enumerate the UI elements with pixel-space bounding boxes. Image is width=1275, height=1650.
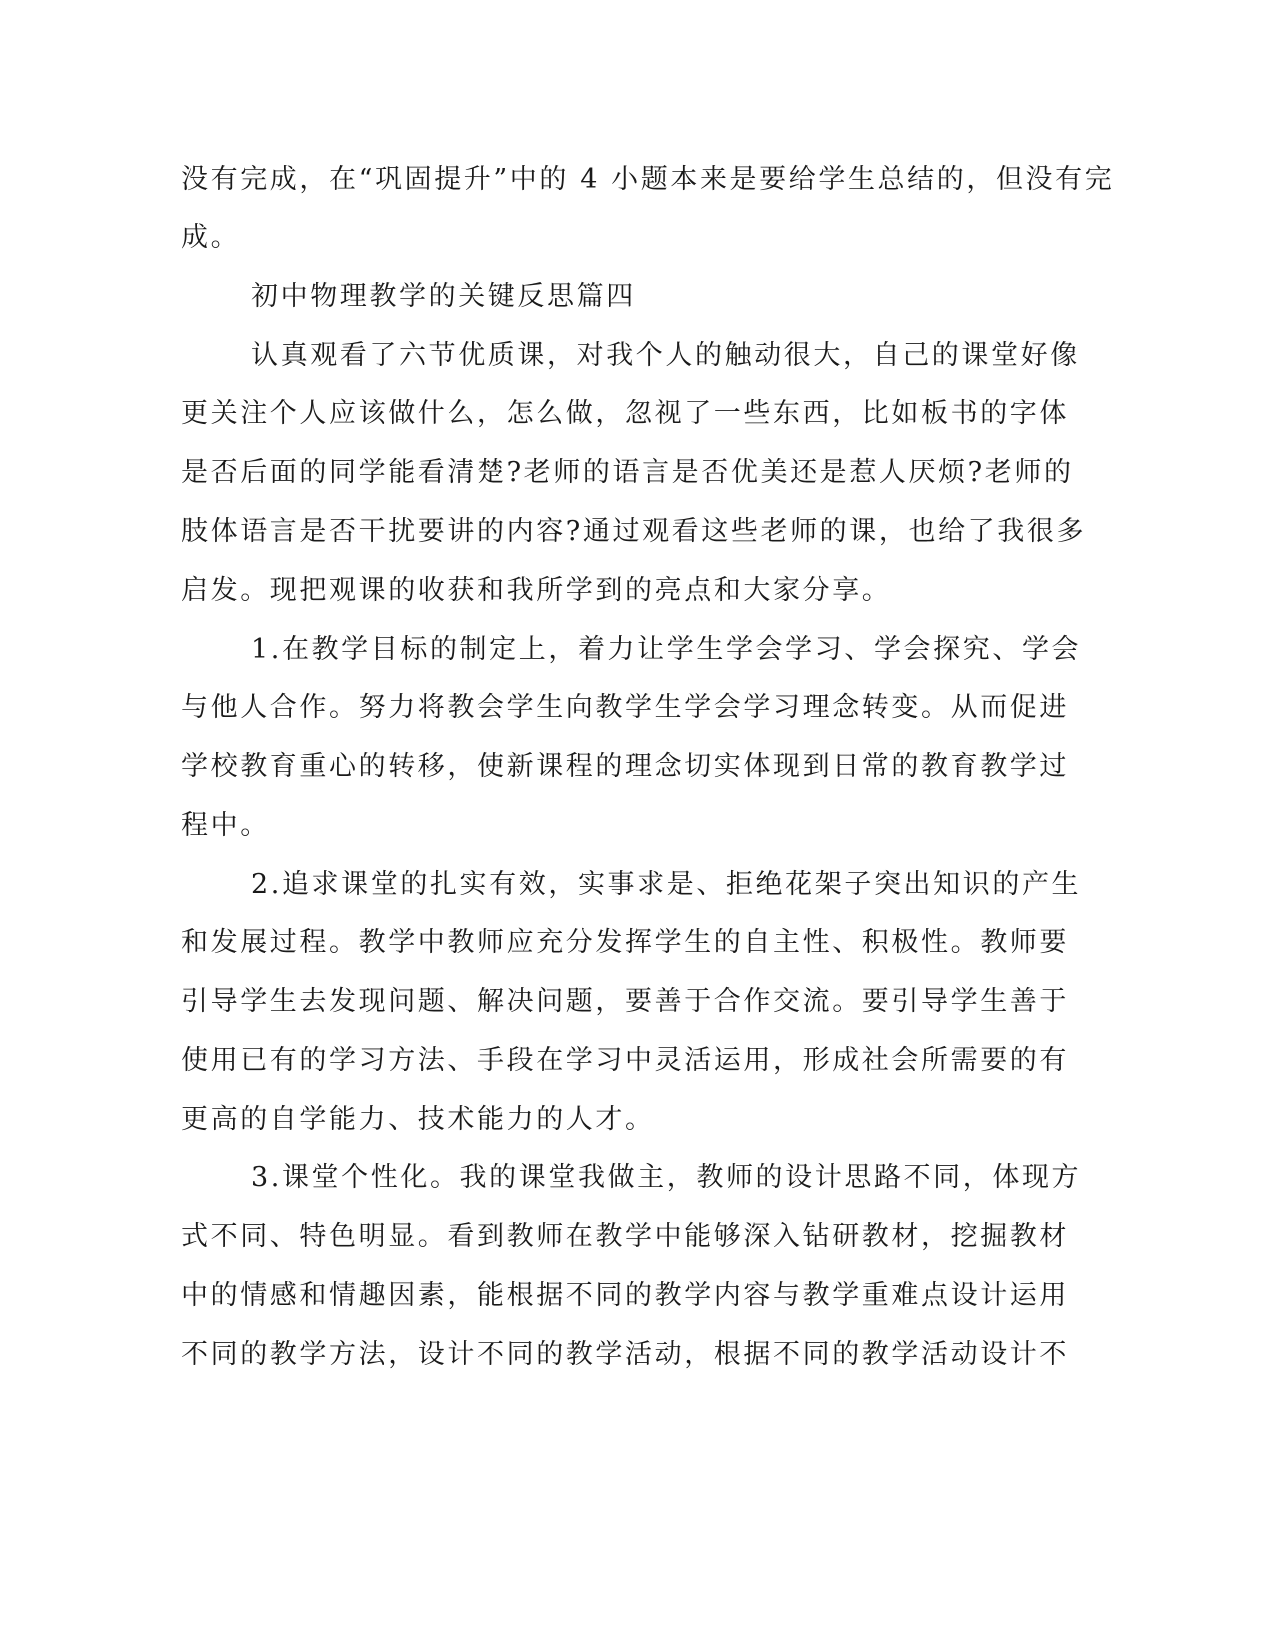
text-line: 不同的教学方法，设计不同的教学活动，根据不同的教学活动设计不	[181, 1339, 1069, 1370]
text-line: 2.追求课堂的扎实有效，实事求是、拒绝花架子突出知识的产生	[251, 869, 1082, 900]
text-line: 肢体语言是否干扰要讲的内容?通过观看这些老师的课，也给了我很多	[181, 516, 1087, 547]
text-line: 使用已有的学习方法、手段在学习中灵活运用，形成社会所需要的有	[181, 1045, 1069, 1076]
text-line: 更关注个人应该做什么，怎么做，忽视了一些东西，比如板书的字体	[181, 398, 1069, 429]
text-line: 启发。现把观课的收获和我所学到的亮点和大家分享。	[181, 575, 892, 606]
text-line: 没有完成，在“巩固提升”中的 4 小题本来是要给学生总结的，但没有完	[181, 164, 1115, 195]
section-heading: 初中物理教学的关键反思篇四	[251, 281, 636, 312]
text-line: 学校教育重心的转移，使新课程的理念切实体现到日常的教育教学过	[181, 751, 1069, 782]
text-line: 3.课堂个性化。我的课堂我做主，教师的设计思路不同，体现方	[251, 1162, 1082, 1193]
text-line: 认真观看了六节优质课，对我个人的触动很大，自己的课堂好像	[251, 340, 1080, 371]
text-line: 引导学生去发现问题、解决问题，要善于合作交流。要引导学生善于	[181, 986, 1069, 1017]
text-line: 程中。	[181, 810, 270, 841]
text-line: 和发展过程。教学中教师应充分发挥学生的自主性、积极性。教师要	[181, 927, 1069, 958]
text-line: 是否后面的同学能看清楚?老师的语言是否优美还是惹人厌烦?老师的	[181, 457, 1074, 488]
text-line: 与他人合作。努力将教会学生向教学生学会学习理念转变。从而促进	[181, 692, 1069, 723]
text-line: 中的情感和情趣因素，能根据不同的教学内容与教学重难点设计运用	[181, 1280, 1069, 1311]
text-line: 成。	[181, 222, 241, 253]
text-line: 更高的自学能力、技术能力的人才。	[181, 1104, 655, 1135]
text-line: 式不同、特色明显。看到教师在教学中能够深入钻研教材，挖掘教材	[181, 1221, 1069, 1252]
text-line: 1.在教学目标的制定上，着力让学生学会学习、学会探究、学会	[251, 634, 1082, 665]
